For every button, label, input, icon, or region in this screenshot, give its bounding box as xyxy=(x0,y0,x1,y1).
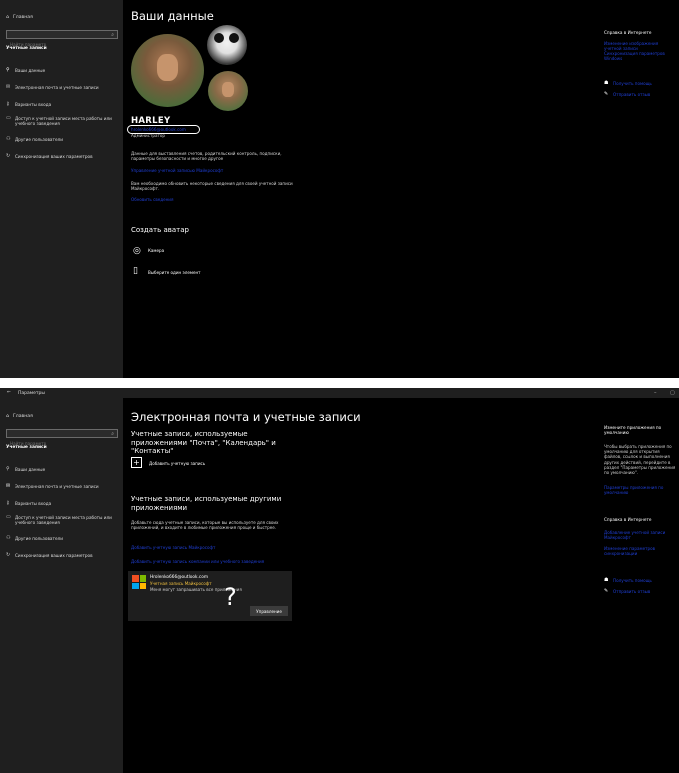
feedback-link[interactable]: Отправить отзыв xyxy=(613,589,651,594)
get-help-link[interactable]: Получить помощь xyxy=(613,81,652,86)
account-card[interactable] xyxy=(128,571,292,621)
mail-icon: ✉ xyxy=(6,84,11,90)
sidebar-item-work-access[interactable]: ▭ Доступ к учетной записи места работы или учебного заведения xyxy=(6,514,112,526)
sidebar-item-email[interactable]: ✉ Электронная почта и учетные записи xyxy=(6,84,99,90)
mail-icon: ✉ xyxy=(6,483,11,489)
face-shape xyxy=(157,54,179,80)
search-box[interactable] xyxy=(6,429,118,438)
people-icon: ⚇ xyxy=(6,136,11,142)
help-icon: ☗ xyxy=(604,80,609,86)
search-icon: ⌕ xyxy=(111,32,114,38)
logo-tile xyxy=(132,583,139,590)
sidebar xyxy=(0,396,123,773)
back-arrow-icon[interactable]: ← xyxy=(7,390,11,395)
nav-home[interactable]: ⌂ Главная xyxy=(6,414,33,419)
avatar-photo[interactable] xyxy=(131,34,204,107)
sidebar-item-other-users[interactable]: ⚇ Другие пользователи xyxy=(6,535,63,541)
user-role: Администратор xyxy=(131,133,165,138)
help-icon: ☗ xyxy=(604,577,609,583)
default-apps-link[interactable]: Параметры приложения по умолчанию xyxy=(604,485,664,495)
add-work-account-link[interactable]: Добавить учетную запись компании или учебного заведения xyxy=(131,559,265,564)
file-icon[interactable]: ▯ xyxy=(133,266,138,276)
sidebar-item-sync[interactable]: ↻ Синхронизация ваших параметров xyxy=(6,153,93,159)
avatar-recent-photo[interactable] xyxy=(208,71,248,111)
help-link-add-account[interactable]: Добавление учетной записи Майкрософт xyxy=(604,530,666,540)
user-email: hrolenko666@outlook.com xyxy=(131,127,186,132)
sidebar-item-your-info[interactable]: ⚲ Ваши данные xyxy=(6,466,46,472)
user-name: HARLEY xyxy=(131,116,171,126)
sidebar-item-sign-in[interactable]: ⚷ Варианты входа xyxy=(6,101,52,107)
window-title: Параметры xyxy=(18,390,45,396)
key-icon: ⚷ xyxy=(6,500,10,506)
minimize-icon[interactable]: – xyxy=(654,390,657,396)
person-icon: ⚲ xyxy=(6,67,10,73)
home-icon: ⌂ xyxy=(6,15,9,20)
help-link-picture[interactable]: Изменение изображения учетной записи xyxy=(604,41,659,51)
logo-tile xyxy=(140,575,147,582)
online-help-title: Справка в Интернете xyxy=(604,517,652,522)
sidebar-item-sign-in[interactable]: ⚷ Варианты входа xyxy=(6,500,52,506)
manage-account-link[interactable]: Управление учетной записью Майкрософт xyxy=(131,168,224,173)
search-icon: ⌕ xyxy=(111,431,114,437)
help-link-sync[interactable]: Изменение параметров синхронизации xyxy=(604,546,655,556)
sidebar-item-email[interactable]: ✉ Электронная почта и учетные записи xyxy=(6,483,99,489)
nav-home[interactable]: ⌂ Главная xyxy=(6,15,33,20)
update-info-text: Вам необходимо обновить некоторые сведения для своей учетной записи Майкрософт. xyxy=(131,181,293,191)
account-info-text: Данные для выставления счетов, родительский контроль, подписки, параметры безопасности и многое другое xyxy=(131,151,282,161)
section-label: Учетные записи xyxy=(6,46,47,51)
online-help-title: Справка в Интернете xyxy=(604,30,652,35)
briefcase-icon: ▭ xyxy=(6,115,11,121)
key-icon: ⚷ xyxy=(6,101,10,107)
account-type: Учетная запись Майкрософт xyxy=(150,581,212,586)
default-apps-text: Чтобы выбрать приложения по умолчанию для открытия файлов, ссылок и выполнения других действий, перейдите в раздел "Параметры приложения по умолчанию". xyxy=(604,444,676,476)
microsoft-logo-icon xyxy=(132,575,146,589)
page-title: Электронная почта и учетные записи xyxy=(131,410,361,424)
your-info-window xyxy=(0,0,679,378)
update-info-link[interactable]: Обновить сведения xyxy=(131,197,174,202)
account-note: Меня могут запрашивать все приложения xyxy=(150,587,242,592)
create-avatar-heading: Создать аватар xyxy=(131,226,189,234)
sidebar xyxy=(0,0,123,378)
mail-apps-heading: Учетные записи, используемые приложениями "Почта", "Календарь" и "Контакты" xyxy=(131,430,276,455)
sidebar-item-sync[interactable]: ↻ Синхронизация ваших параметров xyxy=(6,552,93,558)
home-icon: ⌂ xyxy=(6,414,9,419)
panda-eye xyxy=(229,33,239,43)
person-icon: ⚲ xyxy=(6,466,10,472)
feedback-icon: ✎ xyxy=(604,91,609,97)
feedback-link[interactable]: Отправить отзыв xyxy=(613,92,651,97)
briefcase-icon: ▭ xyxy=(6,514,11,520)
manage-button[interactable]: Управление xyxy=(250,606,288,616)
avatar-recent-panda[interactable] xyxy=(207,25,247,65)
logo-tile xyxy=(132,575,139,582)
face-shape xyxy=(222,82,234,96)
add-ms-account-link[interactable]: Добавить учетную запись Майкрософт xyxy=(131,545,216,550)
sync-icon: ↻ xyxy=(6,153,11,159)
sidebar-item-your-info[interactable]: ⚲ Ваши данные xyxy=(6,67,46,73)
add-account-plus-icon[interactable]: + xyxy=(131,457,142,468)
sidebar-item-other-users[interactable]: ⚇ Другие пользователи xyxy=(6,136,63,142)
maximize-icon[interactable]: ▢ xyxy=(670,390,675,396)
email-accounts-window xyxy=(0,388,679,773)
camera-icon[interactable]: ◎ xyxy=(133,246,141,256)
other-apps-heading: Учетные записи, используемые другими приложениями xyxy=(131,495,282,512)
question-mark-annotation: ? xyxy=(224,583,237,611)
get-help-link[interactable]: Получить помощь xyxy=(613,578,652,583)
panda-eye xyxy=(214,33,224,43)
logo-tile xyxy=(140,583,147,590)
add-account-button[interactable]: Добавить учетную запись xyxy=(149,461,206,466)
sync-icon: ↻ xyxy=(6,552,11,558)
search-box[interactable] xyxy=(6,30,118,39)
account-email: Hrolenko666@outlook.com xyxy=(150,575,209,580)
page-title: Ваши данные xyxy=(131,9,214,23)
other-apps-text: Добавьте сюда учетные записи, которые вы используете для своих приложений, и входите в любимые приложения проще и быстрее. xyxy=(131,520,279,530)
feedback-icon: ✎ xyxy=(604,588,609,594)
camera-option[interactable]: Камера xyxy=(148,248,165,253)
choose-file-option[interactable]: Выберите один элемент xyxy=(148,270,201,275)
default-apps-title: Измените приложения по умолчанию xyxy=(604,425,662,435)
section-label: Учетные записи xyxy=(6,445,47,450)
help-link-sync[interactable]: Синхронизация параметров Windows xyxy=(604,51,665,61)
people-icon: ⚇ xyxy=(6,535,11,541)
sidebar-item-work-access[interactable]: ▭ Доступ к учетной записи места работы или учебного заведения xyxy=(6,115,112,127)
